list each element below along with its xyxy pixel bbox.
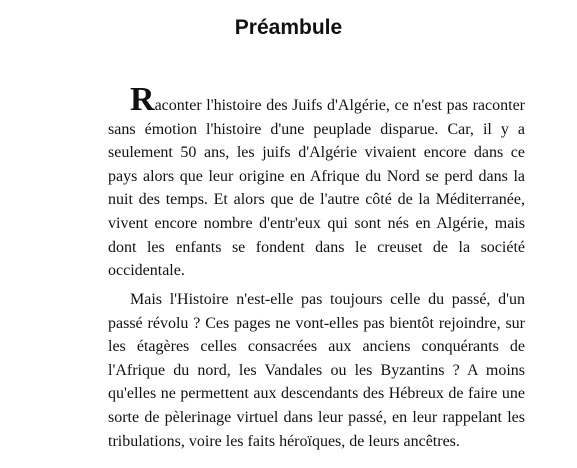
paragraph-2-text: Mais l'Histoire n'est-elle pas toujours celle du passé, d'un passé révolu ? Ces pages ne vont-elles pas bientôt rejoindre, sur les étagères celles consacrées aux anciens conquérants de l'Afrique du nord, les Vandales ou les Byzantins ? A moins qu'elles ne permettent aux descendants des Hébreux de faire une sorte de pèlerinage virtuel dans leur passé, en leur rappelant les tribulations, voire les faits héroïques, de leurs ancêtres. [108,291,525,450]
drop-cap: R [130,81,155,118]
paragraph-1 [108,83,525,283]
paragraph-2 [108,288,525,453]
paragraph-1-text: aconter l'histoire des Juifs d'Algérie, ce n'est pas raconter sans émotion l'histoire d'une peuplade disparue. Car, il y a seulement 50 ans, les juifs d'Algérie vivaient encore dans ce pays alors que leur origine en Afrique du Nord se perd dans la nuit des temps. Et alors que de l'autre côté de la Méditerranée, vivent encore nombre d'entr'eux qui sont nés en Algérie, mais dont les enfants se fondent dans le creuset de la société occidentale. [108,97,525,280]
page-title: Préambule [234,16,343,39]
